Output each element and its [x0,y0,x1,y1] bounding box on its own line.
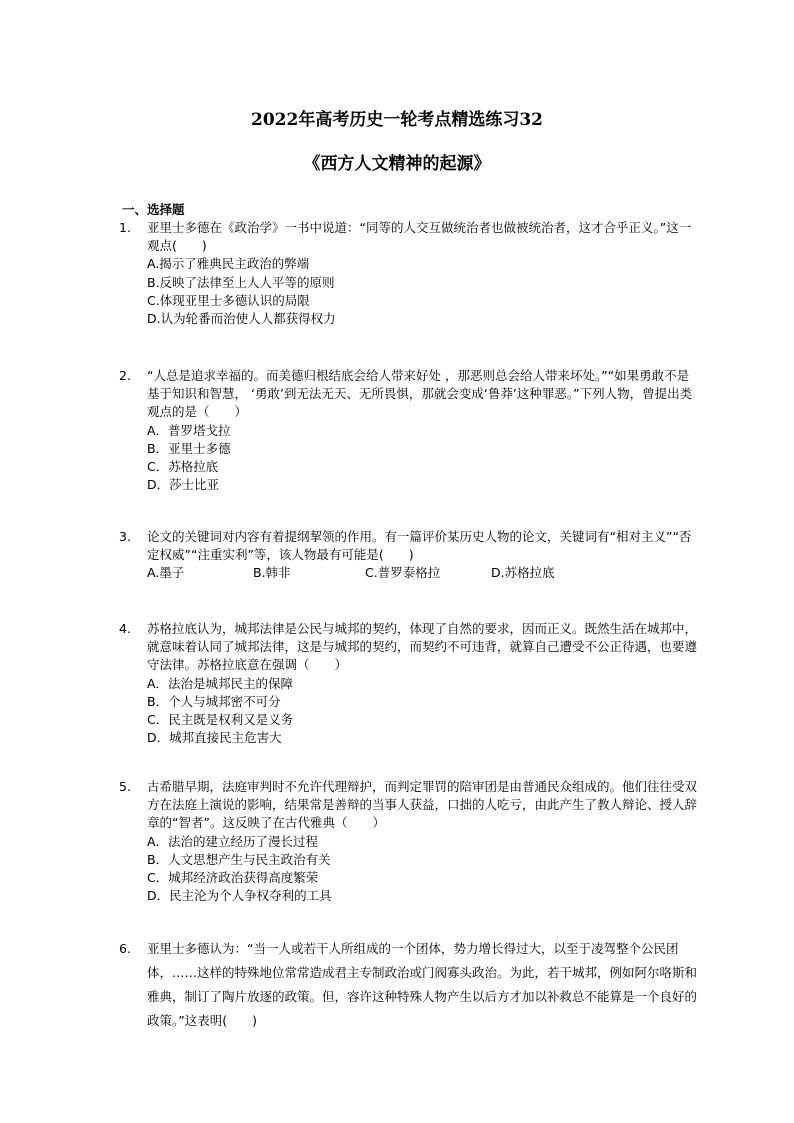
question-number: 6. [119,941,131,956]
question-stem: 亚里士多德认为：“当一人或若干人所组成的一个团体，势力增长得过大，以至于凌驾整个公民团体，……这样的特殊地位常常造成君主专制政治或门阀寡头政治。为此，若干城邦，例如阿尔咯斯和雅典，制订了陶片放逐的政策。但，容许这种特殊人物产生以后方才加以补救总不能算是一个良好的政策。”这表明( ) [147,941,698,1028]
option-a: A．普罗塔戈拉 [147,422,231,438]
option-a: A．法治是城邦民主的保障 [147,675,294,691]
question-number: 4. [119,621,131,636]
question-number: 5. [119,779,131,794]
question-stem: “人总是追求幸福的。而美德归根结底会给人带来好处 ，那恶则总会给人带来坏处。”“如果勇敢不是基于知识和智慧， ‘勇敢’到无法无天、无所畏惧，那就会变成‘鲁莽’这种罪恶。”下列人物，曾提出类观点的是（ ） [147,368,693,420]
question-stem: 亚里士多德在《政治学》一书中说道：“同等的人交互做统治者也做被统治者，这才合乎正义。”这一观点( ) [147,220,692,254]
question-3 [119,528,701,583]
option-a: A.墨子 [147,565,185,581]
page-subtitle: 《西方人文精神的起源》 [303,154,491,174]
option-a: A．法治的建立经历了漫长过程 [147,833,319,849]
option-c: C.普罗泰格拉 [365,565,441,581]
section-heading: 一、选择题 [122,202,185,217]
option-a: A.揭示了雅典民主政治的弊端 [147,256,310,272]
question-stem: 论文的关键词对内容有着提纲挈领的作用。有一篇评价某历史人物的论文，关键词有“相对主义”“否定权威”“注重实利”等，该人物最有可能是( ) [147,529,692,563]
option-d: D．城邦直接民主危害大 [147,730,282,746]
option-d: D.认为轮番而治使人人都获得权力 [147,311,336,327]
question-4 [119,620,701,747]
question-6 [119,937,701,1033]
option-b: B．亚里士多德 [147,440,231,456]
question-number: 3. [119,529,131,544]
page-title: 2022年高考历史一轮考点精选练习32 [251,110,543,130]
question-5 [119,778,701,905]
option-b: B.韩非 [253,565,291,581]
question-number: 1. [119,220,131,235]
options-row [119,564,701,582]
option-d: D．民主沦为个人争权夺利的工具 [147,888,332,904]
option-b: B.反映了法律至上人人平等的原则 [147,274,335,290]
option-c: C．苏格拉底 [147,459,219,475]
question-number: 2. [119,368,131,383]
option-c: C.体现亚里士多德认识的局限 [147,292,310,308]
question-2 [119,367,701,494]
question-stem: 古希腊早期，法庭审判时不允许代理辩护，而判定罪罚的陪审团是由普通民众组成的。他们往往受双方在法庭上演说的影响，结果常是善辩的当事人获益，口拙的人吃亏，由此产生了教人辩论、授人辞章的“智者”。这反映了在古代雅典（ ） [147,779,698,831]
option-b: B．人文思想产生与民主政治有关 [147,851,331,867]
option-c: C．城邦经济政治获得高度繁荣 [147,870,319,886]
option-d: D.苏格拉底 [491,565,555,581]
option-c: C．民主既是权利又是义务 [147,712,294,728]
option-d: D．莎士比亚 [147,477,220,493]
question-stem: 苏格拉底认为，城邦法律是公民与城邦的契约，体现了自然的要求，因而正义。既然生活在城邦中，就意味着认同了城邦法律，这是与城邦的契约，而契约不可违背，就算自己遭受不公正待遇，也要遵守法律。苏格拉底意在强调（ ） [147,621,698,673]
question-1 [119,219,701,328]
option-b: B．个人与城邦密不可分 [147,693,281,709]
